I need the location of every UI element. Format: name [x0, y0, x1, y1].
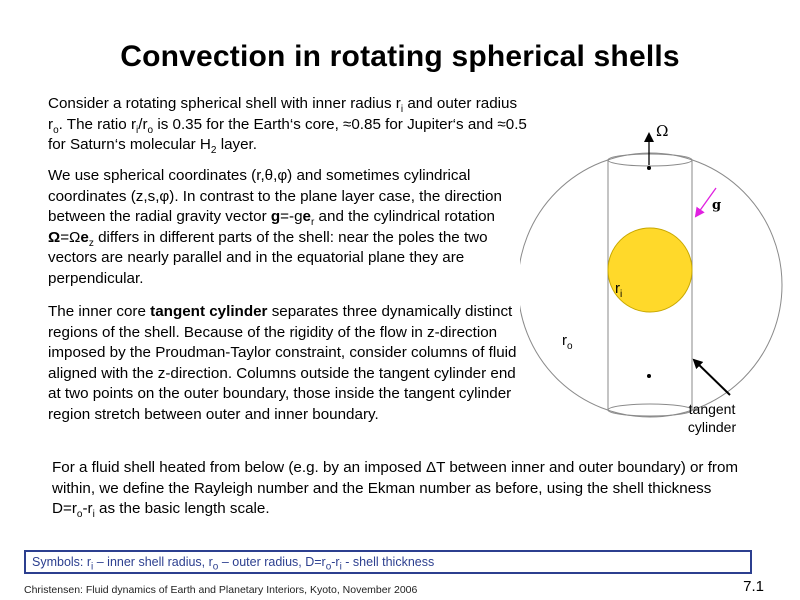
north-pole-dot	[647, 166, 651, 170]
slide-number: 7.1	[743, 578, 764, 595]
slide-title: Convection in rotating spherical shells	[120, 40, 680, 73]
tangent-cylinder-pointer-arrow	[694, 360, 730, 395]
paragraph-coordinates: We use spherical coordinates (r,θ,φ) and sometimes cylindrical coordinates (z,s,φ). In contrast to the plane layer case, the direction between the radial gravity vector $g=-ge_r$ and the cylindrical rotation $\Omega=\Omega e_z$ differs in different parts of the shell: near the poles the two vectors are nearly parallel and in the equatorial plane they are perpendicular.	[48, 167, 502, 287]
south-pole-dot	[647, 374, 651, 378]
paragraph-tangent-cylinder: The inner core tangent cylinder separates three dynamically distinct regions of the shell. Because of the rigidity of the flow in z-direction imposed by the Proudman-Taylor constraint, consider columns of fluid aligned with the z-direction. Columns outside the tangent cylinder end at two points on the outer boundary, those inside the tangent cylinder region stretch between outer and inner boundary.	[48, 303, 517, 423]
footer-citation: Christensen: Fluid dynamics of Earth and Planetary Interiors, Kyoto, November 2006	[24, 584, 418, 596]
paragraph-shell-radii: Consider a rotating spherical shell with inner radius $r_i$ and outer radius $r_o$. The ratio $r_i/r_o$ is 0.35 for the Earth‘s core, ≈0.85 for Jupiter‘s and ≈0.5 for Saturn‘s molecular $H_2$ layer.	[48, 95, 527, 157]
gravity-label: g	[712, 198, 722, 213]
symbols-legend: Symbols: $r_i$ – inner shell radius, $r_o$ – outer radius, $D=r_o-r_i$ - shell thickness	[24, 550, 752, 574]
outer-radius-label: $r_o$	[562, 332, 573, 352]
tangent-cylinder-top-cap	[608, 154, 692, 166]
inner-radius-label: $r_i$	[615, 280, 623, 300]
spherical-shell-diagram	[520, 120, 790, 455]
shell-diagram-svg	[520, 120, 790, 450]
paragraph-rayleigh-ekman: For a fluid shell heated from below (e.g. by an imposed ΔT between inner and outer boundary) or from within, we define the Rayleigh number and the Ekman number as before, using the shell thickness $D=r_o-r_i$ as the basic length scale.	[52, 459, 739, 521]
tangent-cylinder-label: tangent cylinder	[687, 401, 737, 435]
omega-label: Ω	[656, 122, 669, 140]
